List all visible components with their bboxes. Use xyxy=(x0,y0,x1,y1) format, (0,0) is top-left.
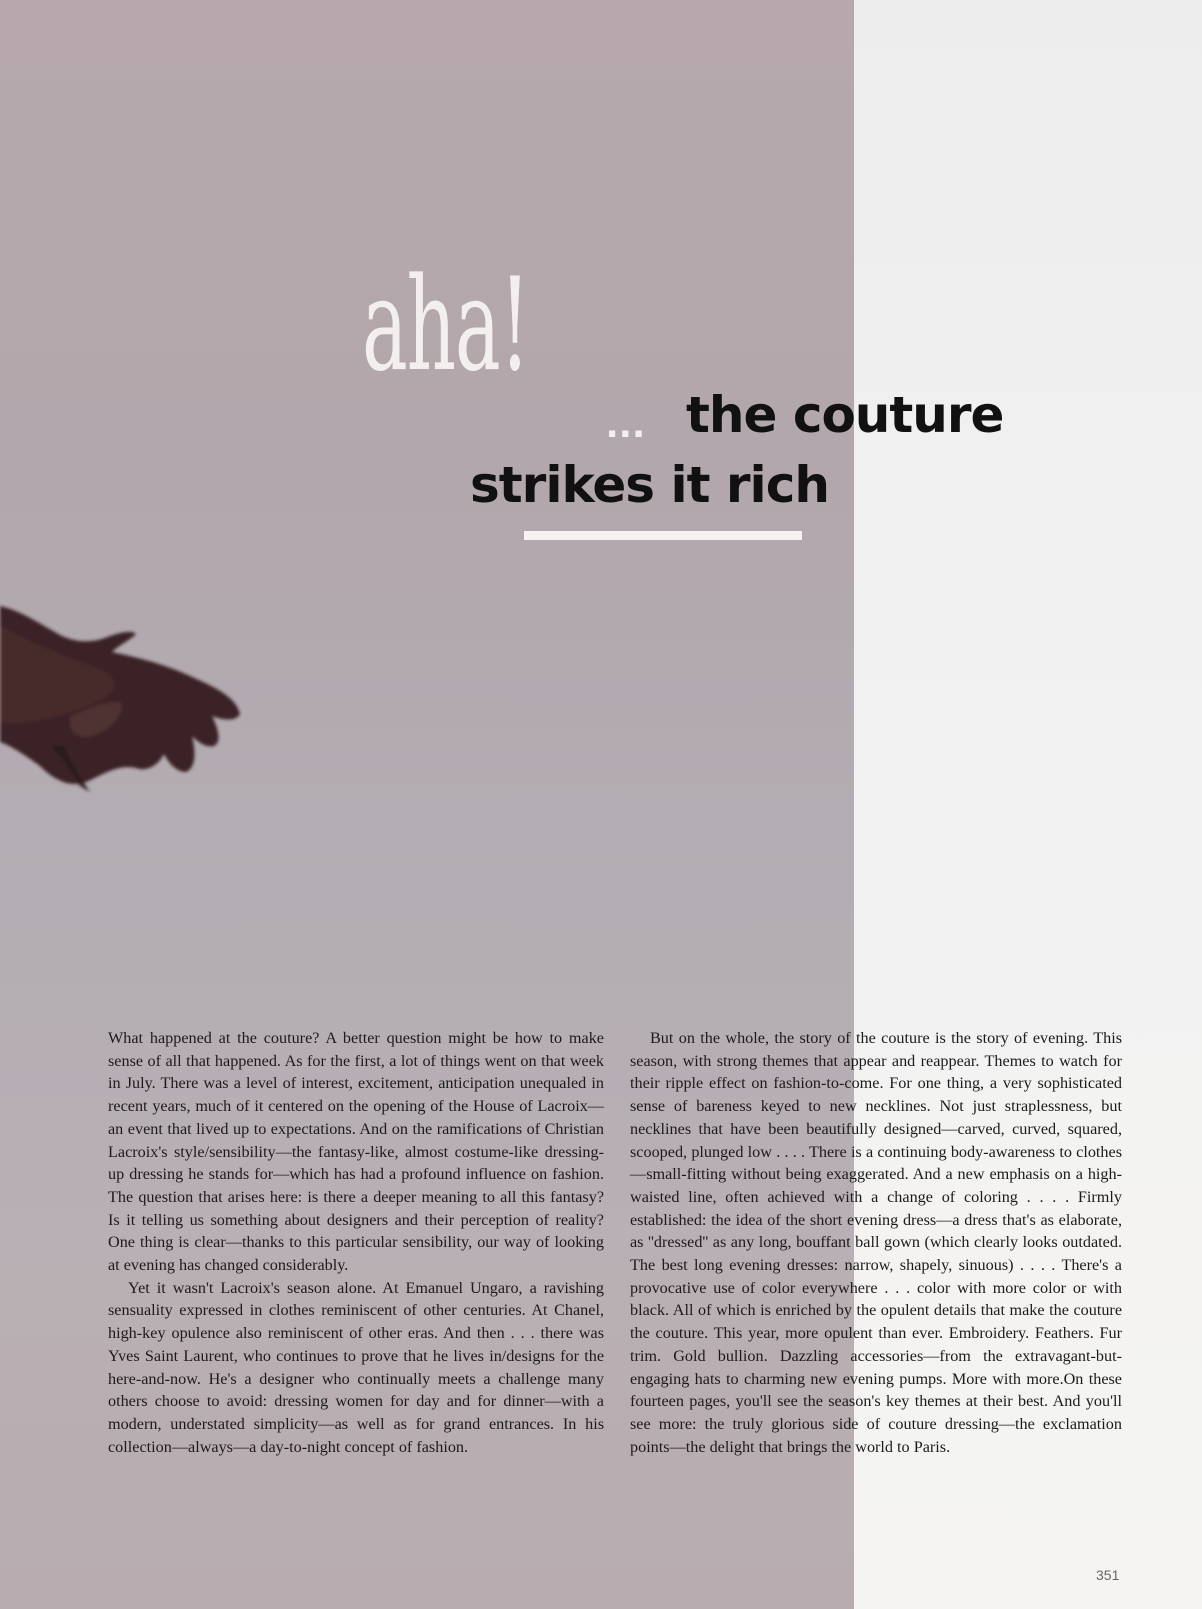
page-number: 351 xyxy=(1096,1567,1120,1583)
article-paragraph: Yet it wasn't Lacroix's season alone. At Emanuel Ungaro, a ravishing sensuality expressed in clothes reminiscent of other centuries. At Chanel, high-key opulence also reminiscent of other eras. And then . . . there was Yves Saint Laurent, who continues to prove that he lives in/designs for the here-and-now. He's a designer who continually meets a challenge many others choose to avoid: dressing women for day and for dinner—with a modern, understated simplicity—as well as for grand entrances. In his collection—always—a day-to-night concept of fashion. xyxy=(108,1278,604,1456)
headline-line-2: strikes it rich xyxy=(470,456,829,514)
headline xyxy=(0,0,1202,560)
article-paragraph: But on the whole, the story of the couture is the story of evening. This season, with strong themes that appear and reappear. Themes to watch for their ripple effect on fashion-to-come. For one thing, a very sophisticated sense of bareness keyed to new necklines. Not just straplessness, but necklines that have been beautifully designed—carved, curved, squared, scooped, plunged low . . . . There is a continuing body-awareness to clothes—small-fitting without being exaggerated. And a new emphasis on a high-waisted line, often achieved with a change of coloring . . . . Firmly established: the idea of the short evening dress—a dress that's as elaborate, as ''dressed'' as any long, bouffant ball gown (which clearly looks outdated. The best long evening dresses: narrow, shapely, sinuous) . . . . There's a provocative use of color everywhere . . . color with more color or with black. All of which is enriched by the opulent details that make the couture the couture. This year, more opulent than ever. Embroidery. Feathers. Fur trim. Gold bullion. Dazzling accessories—from the extravagant-but-engaging hats to charming new evening pumps. More with more.On these fourteen pages, you'll see the season's key themes at their best. And you'll see more: the truly glorious side of couture dressing—the exclamation points—the delight that brings the world to Paris. xyxy=(630,1029,1122,1456)
headline-aha: aha! xyxy=(362,251,530,400)
headline-line-1: the couture xyxy=(686,386,1004,444)
article-paragraph: What happened at the couture? A better question might be how to make sense of all that happened. As for the first, a lot of things went on that week in July. There was a level of interest, excitement, anticipation unequaled in recent years, much of it centered on the opening of the House of Lacroix—an event that lived up to expectations. And on the ramifications of Christian Lacroix's style/sensibility—the fantasy-like, almost costume-like dressing-up dressing he stands for—which has had a profound influence on fashion. The question that arises here: is there a deeper meaning to all this fantasy? Is it telling us something about designers and their perception of reality? One thing is clear—thanks to this particular sensibility, our way of looking at evening has changed considerably. xyxy=(108,1029,604,1275)
gloved-hand-photo xyxy=(0,596,250,806)
article-column-right xyxy=(630,1027,1122,1458)
headline-rule xyxy=(524,531,802,540)
article-column-left xyxy=(108,1027,604,1458)
headline-ellipsis: ... xyxy=(606,398,646,447)
